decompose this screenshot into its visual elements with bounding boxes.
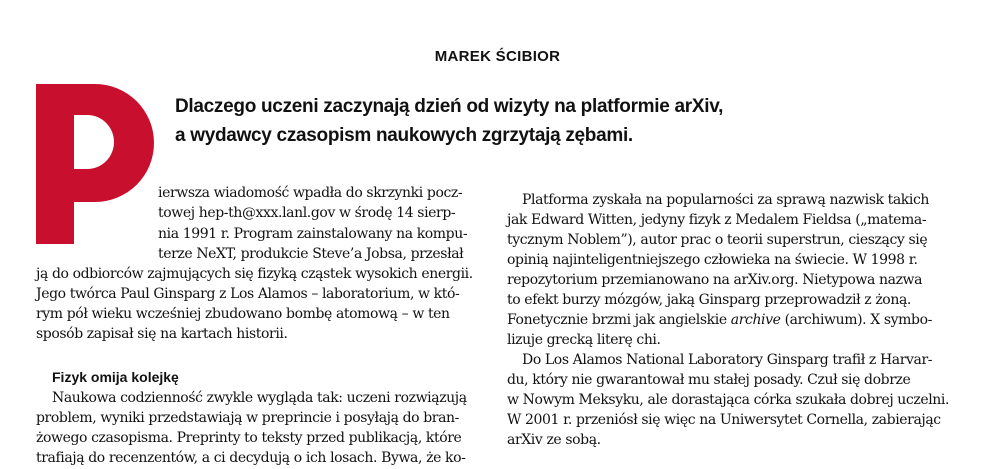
text-line: Jego twórca Paul Ginsparg z Los Alamos – laboratorium, w któ- (36, 286, 460, 302)
text-line: ierwsza wiadomość wpadła do skrzynki pocz- (158, 185, 463, 201)
section-subheading: Fizyk omija kolejkę (52, 369, 179, 385)
text-line: arXiv ze sobą. (507, 432, 601, 448)
lead-line: a wydawcy czasopism naukowych zgrzytają zębami. (175, 125, 633, 146)
text-line: W 2001 r. przeniósł się więc na Uniwersytet Cornella, zabierając (507, 412, 941, 428)
text-line: Do Los Alamos National Laboratory Ginsparg trafił z Harvar- (522, 352, 933, 368)
text-line: opinią najinteligentniejszego człowieka na świecie. W 1998 r. (507, 252, 918, 268)
lead-line: Dlaczego uczeni zaczynają dzień od wizyty na platformie arXiv, (175, 96, 724, 117)
italic-term: archive (730, 312, 781, 328)
text-segment: (archiwum). X symbo- (780, 312, 932, 328)
text-line: terze NeXT, produkcie Steve’a Jobsa, przesłał (158, 246, 464, 262)
text-line: towej hep-th@xxx.lanl.gov w środę 14 sierp- (158, 205, 456, 221)
text-line: trafiają do recenzentów, a ci decydują o ich losach. Bywa, że ko- (36, 450, 466, 466)
text-line (507, 310, 932, 330)
text-line: to efekt burzy mózgów, jaką Ginsparg przeprowadził z żoną. (507, 292, 911, 308)
dropcap-stem (36, 84, 74, 244)
text-line: lizuje grecką literę chi. (507, 332, 661, 348)
text-segment: Fonetycznie brzmi jak angielskie (507, 312, 731, 328)
author-byline: MAREK ŚCIBIOR (434, 48, 561, 65)
text-line: repozytorium przemianowano na arXiv.org. Nietypowa nazwa (507, 272, 923, 288)
text-line: Platforma zyskała na popularności za sprawą nazwisk takich (522, 192, 930, 208)
text-line: rym pół wieku wcześniej zbudowano bombę atomową – w ten (36, 306, 450, 322)
text-line: tycznym Noblem”), autor prac o teorii superstrun, cieszący się (507, 232, 928, 248)
text-line: Naukowa codzienność zwykle wygląda tak: uczeni rozwiązują (52, 390, 467, 406)
text-line: sposób zapisał się na kartach historii. (36, 326, 288, 342)
text-line: ją do odbiorców zajmujących się fizyką cząstek wysokich energii. (36, 266, 473, 282)
text-line: du, który nie gwarantował mu stałej posady. Czuł się dobrze (507, 372, 911, 388)
text-line: nia 1991 r. Program zainstalowany na kompu- (158, 226, 468, 242)
lead-paragraph (175, 92, 775, 150)
text-line: jak Edward Witten, jedyny fizyk z Medalem Fieldsa („matema- (507, 212, 927, 228)
text-line: w Nowym Meksyku, ale dorastająca córka szukała dobrej uczelni. (507, 392, 950, 408)
text-line: problem, wyniki przedstawiają w preprincie i posyłają do bran- (36, 410, 459, 426)
text-line: żowego czasopisma. Preprinty to teksty przed publikacją, które (36, 430, 462, 446)
